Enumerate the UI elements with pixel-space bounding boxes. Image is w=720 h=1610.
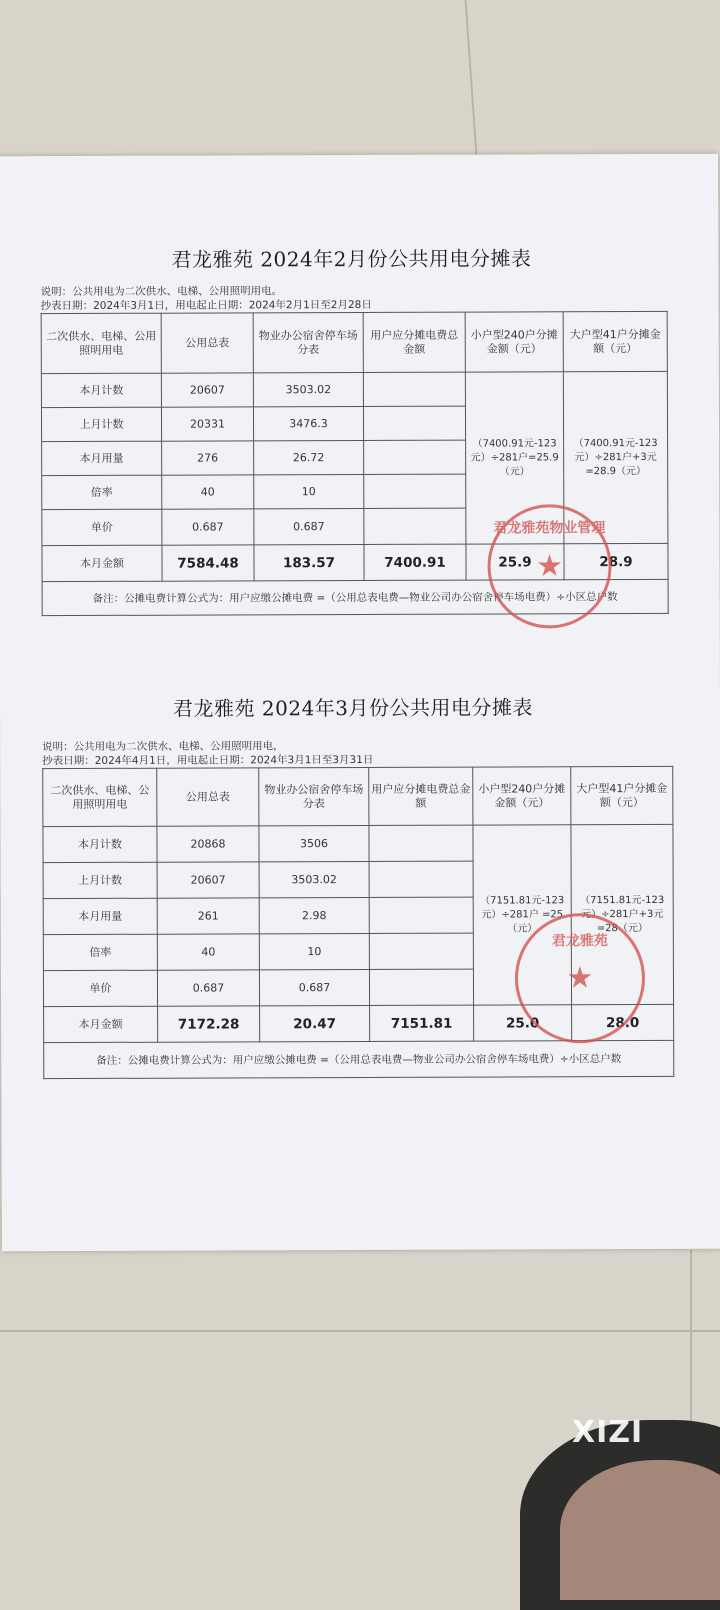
empty-cell <box>364 440 466 474</box>
header-cell: 用户应分摊电费总金额 <box>363 312 465 372</box>
floor-tile-seam <box>0 1330 720 1332</box>
header-cell: 大户型41户分摊金额（元） <box>571 766 673 824</box>
empty-cell <box>369 933 473 969</box>
sub-meter-value: 0.687 <box>259 969 369 1005</box>
row-label: 本月用量 <box>43 898 157 934</box>
empty-cell <box>364 474 466 508</box>
total-meter-value: 276 <box>162 441 254 475</box>
empty-cell <box>364 508 466 544</box>
sub-meter-value: 10 <box>254 474 364 508</box>
total-meter-value: 20331 <box>161 407 253 441</box>
total-amount: 7584.48 <box>162 545 254 581</box>
row-label: 本月用量 <box>42 441 162 475</box>
remark-row <box>42 579 668 615</box>
empty-cell <box>369 825 473 861</box>
small-unit-formula: （7151.81元-123元）÷281户 =25（元） <box>473 825 572 1005</box>
total-meter-value: 20607 <box>157 862 259 898</box>
header-cell: 小户型240户分摊金额（元） <box>473 767 571 825</box>
large-unit-formula: （7151.81元-123元）÷281户+3元=28（元） <box>571 824 674 1004</box>
amount-row <box>42 543 668 581</box>
sub-meter-value: 3506 <box>259 825 369 861</box>
header-cell: 大户型41户分摊金额（元） <box>563 311 667 371</box>
sub-meter-value: 0.687 <box>254 508 364 544</box>
header-cell: 物业办公宿舍停车场分表 <box>253 312 363 372</box>
total-meter-value: 0.687 <box>157 970 259 1006</box>
row-label: 本月金额 <box>42 545 162 581</box>
header-cell: 小户型240户分摊金额（元） <box>465 312 563 372</box>
seal-star-icon: ★ <box>536 548 564 584</box>
empty-cell <box>369 861 473 897</box>
total-meter-value: 0.687 <box>162 509 254 545</box>
floor-tile-seam <box>465 0 478 155</box>
total-amount: 7172.28 <box>158 1006 260 1042</box>
remark-text: 备注：公摊电费计算公式为：用户应缴公摊电费 =（公用总表电费—物业公司办公宿舍停车场电费）÷小区总户数 <box>42 579 668 615</box>
header-cell: 公用总表 <box>157 768 259 826</box>
total-meter-value: 20607 <box>161 373 253 407</box>
total-meter-value: 40 <box>162 475 254 509</box>
empty-cell <box>369 969 473 1005</box>
seal-text: 君龙雅苑 <box>551 933 608 950</box>
header-cell: 用户应分摊电费总金额 <box>369 767 473 825</box>
total-meter-value: 20868 <box>157 826 259 862</box>
paper-sheet <box>0 154 720 1252</box>
table-row <box>43 824 673 862</box>
sub-meter-value: 10 <box>259 933 369 969</box>
sub-amount: 183.57 <box>254 544 364 580</box>
empty-cell <box>363 372 465 406</box>
sub-amount: 20.47 <box>260 1005 370 1041</box>
sheet-note: 说明：公共用电为二次供水、电梯、公用照明用电。 <box>40 285 283 299</box>
sub-meter-value: 3476.3 <box>253 406 363 440</box>
allocation-table <box>42 766 674 1079</box>
table-header-row <box>43 766 673 826</box>
total-meter-value: 261 <box>157 898 259 934</box>
large-unit-formula: （7400.91元-123元）÷281户+3元=28.9（元） <box>563 371 668 543</box>
row-label: 单价 <box>43 970 157 1006</box>
remark-row <box>44 1040 674 1078</box>
amount-row <box>44 1004 674 1042</box>
header-cell: 物业办公宿舍停车场分表 <box>259 767 369 825</box>
small-unit-amount: 25.9 <box>466 544 564 580</box>
sheet-title: 君龙雅苑 2024年3月份公共用电分摊表 <box>172 695 534 721</box>
large-unit-amount: 28.0 <box>572 1004 674 1040</box>
empty-cell <box>363 406 465 440</box>
sub-meter-value: 3503.02 <box>259 861 369 897</box>
sub-meter-value: 3503.02 <box>253 372 363 406</box>
small-unit-amount: 25.0 <box>474 1005 572 1041</box>
sub-meter-value: 26.72 <box>254 440 364 474</box>
row-label: 倍率 <box>43 934 157 970</box>
row-label: 本月计数 <box>41 373 161 407</box>
table-header-row <box>41 311 667 373</box>
share-amount: 7400.91 <box>364 544 466 580</box>
row-label: 单价 <box>42 509 162 545</box>
row-label: 上月计数 <box>41 407 161 441</box>
empty-cell <box>369 897 473 933</box>
total-meter-value: 40 <box>157 934 259 970</box>
header-cell: 二次供水、电梯、公用照明用电 <box>41 313 161 373</box>
allocation-sheet-march <box>36 691 671 1079</box>
small-unit-formula: （7400.91元-123元）÷281户=25.9（元） <box>465 372 564 544</box>
watermark-logo: XIZI <box>572 1415 644 1450</box>
row-label: 倍率 <box>42 475 162 509</box>
share-amount: 7151.81 <box>370 1005 474 1041</box>
seal-star-icon: ★ <box>566 960 594 996</box>
table-row <box>41 371 667 407</box>
sheet-note: 说明：公共用电为二次供水、电梯、公用照明用电， <box>42 740 284 754</box>
allocation-sheet-february <box>34 242 669 616</box>
large-unit-amount: 28.9 <box>564 543 668 579</box>
header-cell: 二次供水、电梯、公用照明用电 <box>43 768 157 826</box>
sheet-meter-date: 抄表日期：2024年3月1日，用电起止日期：2024年2月1日至2月28日 <box>40 298 372 313</box>
sheet-meter-date: 抄表日期：2024年4月1日，用电起止日期：2024年3月1日至3月31日 <box>42 753 374 768</box>
remark-text: 备注：公摊电费计算公式为：用户应缴公摊电费 =（公用总表电费—物业公司办公宿舍停车场电费）÷小区总户数 <box>44 1040 674 1078</box>
header-cell: 公用总表 <box>161 313 253 373</box>
allocation-table <box>41 311 669 616</box>
seal-text: 君龙雅苑物业管理 <box>493 520 606 537</box>
row-label: 本月计数 <box>43 826 157 862</box>
sub-meter-value: 2.98 <box>259 897 369 933</box>
sheet-title: 君龙雅苑 2024年2月份公共用电分摊表 <box>171 246 532 272</box>
row-label: 上月计数 <box>43 862 157 898</box>
row-label: 本月金额 <box>44 1006 158 1042</box>
